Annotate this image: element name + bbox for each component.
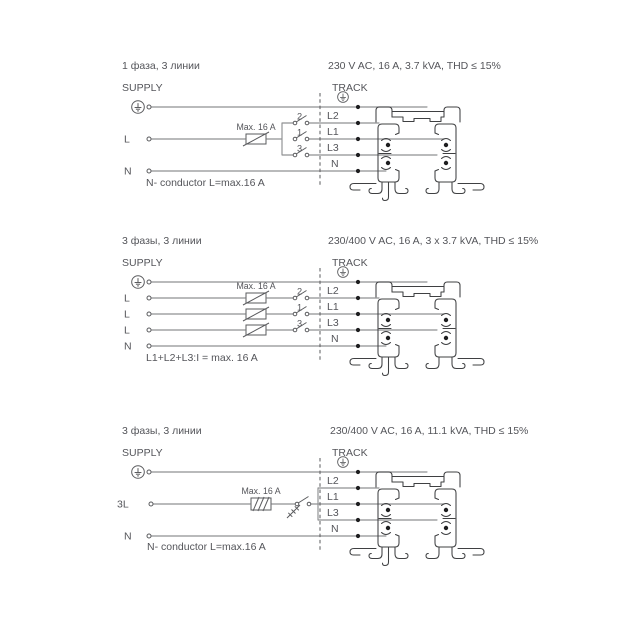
three-conductor-mark (287, 505, 300, 518)
track-terminal-l3: L3 (327, 507, 339, 519)
track-cross-section (350, 107, 484, 201)
track-terminal-l1: L1 (327, 126, 339, 138)
line-label-l: L (124, 133, 130, 146)
track-label: TRACK (332, 82, 368, 94)
line-label-3l: 3L (117, 498, 129, 511)
track-terminal-l2: L2 (327, 110, 339, 122)
line-label-l: L (124, 324, 130, 337)
switch-number: 2 (296, 111, 303, 122)
earth-icon (132, 276, 145, 289)
switch-icon (295, 497, 311, 506)
track-terminal-n: N (331, 333, 339, 345)
track-terminal-l2: L2 (327, 475, 339, 487)
supply-terminals (147, 280, 151, 348)
earth-icon (132, 466, 145, 479)
line-label-n: N (124, 340, 132, 353)
switch-number: 1 (296, 302, 303, 313)
track-label: TRACK (332, 447, 368, 459)
line-label-n: N (124, 530, 132, 543)
junction-dots (356, 105, 360, 173)
track-terminal-l3: L3 (327, 142, 339, 154)
diagram-title: 3 фазы, 3 линии (122, 235, 202, 247)
switch-number: 3 (296, 318, 303, 329)
fuse-icon (243, 323, 269, 337)
supply-label: SUPPLY (122, 257, 163, 269)
note-text: N- conductor L=max.16 A (147, 541, 266, 553)
line-label-n: N (124, 165, 132, 178)
diagram-3-phases-3-lines-ganged (117, 425, 528, 566)
fuse-rating-label: Max. 16 A (236, 281, 276, 291)
triple-fuse-icon (251, 497, 271, 511)
track-terminal-l2: L2 (327, 285, 339, 297)
switch-number: 1 (296, 127, 303, 138)
supply-terminals (147, 470, 153, 538)
fuse-icon (243, 132, 269, 146)
fuse-rating-label: Max. 16 A (241, 486, 281, 496)
diagram-title: 1 фаза, 3 линии (122, 60, 200, 72)
fuse-rating-label: Max. 16 A (236, 122, 276, 132)
rating-text: 230/400 V AC, 16 A, 3 x 3.7 kVA, THD ≤ 15% (328, 235, 539, 247)
line-label-l: L (124, 308, 130, 321)
supply-terminals (147, 105, 151, 173)
fuse-icon (243, 291, 269, 305)
track-label: TRACK (332, 257, 368, 269)
earth-icon (132, 101, 145, 114)
track-cross-section (350, 472, 484, 566)
switch-number: 3 (296, 143, 303, 154)
note-text: N- conductor L=max.16 A (146, 177, 265, 189)
track-terminal-n: N (331, 158, 339, 170)
labels (122, 235, 538, 364)
rating-text: 230/400 V AC, 16 A, 11.1 kVA, THD ≤ 15% (330, 425, 529, 437)
supply-label: SUPPLY (122, 82, 163, 94)
diagram-1-phase-3-lines (122, 60, 501, 201)
labels (117, 425, 528, 553)
track-terminal-l1: L1 (327, 491, 339, 503)
diagram-title: 3 фазы, 3 линии (122, 425, 202, 437)
line-label-l: L (124, 292, 130, 305)
junction-dots (356, 470, 360, 538)
track-terminal-l1: L1 (327, 301, 339, 313)
rating-text: 230 V AC, 16 A, 3.7 kVA, THD ≤ 15% (328, 60, 501, 72)
supply-label: SUPPLY (122, 447, 163, 459)
track-cross-section (350, 282, 484, 376)
fuse-icon (243, 307, 269, 321)
diagram-3-phases-3-lines (122, 235, 538, 376)
track-terminal-n: N (331, 523, 339, 535)
note-text: L1+L2+L3:I = max. 16 A (146, 352, 258, 364)
track-terminal-l3: L3 (327, 317, 339, 329)
switch-number: 2 (296, 286, 303, 297)
junction-dots (356, 280, 360, 348)
